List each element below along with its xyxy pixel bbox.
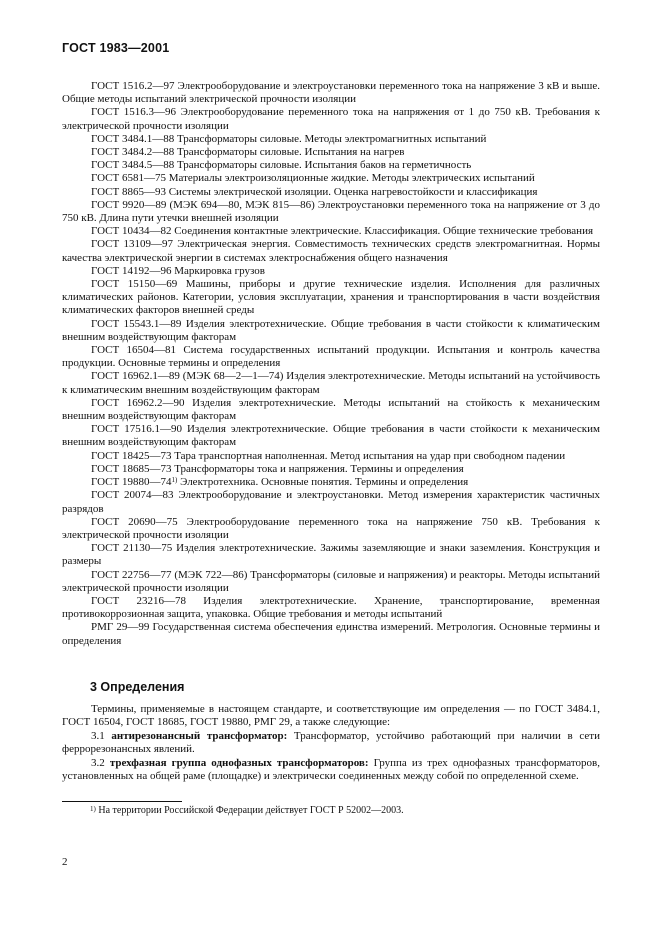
document-header: ГОСТ 1983—2001	[62, 41, 170, 55]
page-number: 2	[62, 856, 68, 868]
reference-code: ГОСТ 19880—74	[91, 476, 172, 489]
reference-item: ГОСТ 8865—93 Системы электрической изоляции. Оценка нагревостойкости и классификация	[91, 185, 538, 198]
reference-item: ГОСТ 16962.1—89 (МЭК 68—2—1—74) Изделия электротехнические. Методы испытаний на устойчивость к климатическим внешним воздействующим факторам	[62, 370, 600, 396]
definition-term: трехфазная группа однофазных трансформаторов:	[109, 756, 369, 769]
reference-item: ГОСТ 1516.3—96 Электрооборудование переменного тока на напряжения от 1 до 750 кВ. Требования к электрической прочности изоляции	[62, 106, 600, 132]
footnote	[90, 805, 404, 817]
reference-item-gost19880	[62, 476, 600, 489]
reference-item: ГОСТ 1516.2—97 Электрооборудование и электроустановки переменного тока на напряжение 3 кВ и выше. Общие методы испытаний электрической прочности изоляции	[62, 80, 600, 106]
definition-number: 3.1	[91, 729, 112, 742]
definitions-section	[62, 703, 600, 784]
reference-item: ГОСТ 3484.2—88 Трансформаторы силовые. Испытания на нагрев	[91, 146, 405, 159]
reference-item: ГОСТ 15543.1—89 Изделия электротехнические. Общие требования в части стойкости к климатическим внешним воздействующим факторам	[62, 317, 600, 343]
reference-item: ГОСТ 15150—69 Машины, приборы и другие технические изделия. Исполнения для различных климатических районов. Категории, условия эксплуатации, хранения и транспортирования в части воздействия климатических факторов внешней среды	[62, 278, 600, 317]
reference-item: ГОСТ 21130—75 Изделия электротехнические. Зажимы заземляющие и знаки заземления. Конструкция и размеры	[62, 542, 600, 568]
reference-item: РМГ 29—99 Государственная система обеспечения единства измерений. Метрология. Основные термины и определения	[62, 621, 600, 647]
normative-references	[62, 80, 600, 648]
reference-item: ГОСТ 13109—97 Электрическая энергия. Совместимость технических средств электромагнитная. Нормы качества электрической энергии в системах электроснабжения общего назначения	[62, 238, 600, 264]
reference-item: ГОСТ 6581—75 Материалы электроизоляционные жидкие. Методы электрических испытаний	[91, 172, 535, 185]
definition-term: антирезонансный трансформатор:	[111, 729, 288, 742]
definition-text: Группа из трех однофазных трансформаторов, установленных на общей раме (площадке) и электрически соединенных между собой по определенной схеме.	[62, 756, 600, 783]
reference-item: ГОСТ 23216—78 Изделия электротехнические. Хранение, транспортирование, временная противокоррозионная защита, упаковка. Общие требования и методы испытаний	[62, 594, 600, 621]
definition-text: Трансформатор, устойчиво работающий при наличии в сети феррорезонансных явлений.	[62, 729, 600, 756]
definitions-intro: Термины, применяемые в настоящем стандарте, и соответствующие им определения — по ГОСТ 3484.1, ГОСТ 16504, ГОСТ 18685, ГОСТ 19880, РМГ 29, а также следующие:	[62, 703, 600, 729]
reference-item: ГОСТ 10434—82 Соединения контактные электрические. Классификация. Общие технические требования	[91, 225, 594, 238]
reference-item: ГОСТ 17516.1—90 Изделия электротехнические. Общие требования в части стойкости к механическим внешним воздействующим факторам	[62, 423, 600, 449]
reference-item: ГОСТ 16962.2—90 Изделия электротехнические. Методы испытаний на стойкость к механическим внешним воздействующим факторам	[62, 396, 600, 423]
reference-item: ГОСТ 3484.5—88 Трансформаторы силовые. Испытания баков на герметичность	[91, 159, 472, 172]
footnote-divider	[62, 801, 182, 802]
footnote-marker: 1)	[171, 476, 178, 485]
reference-item: ГОСТ 9920—89 (МЭК 694—80, МЭК 815—86) Электроустановки переменного тока на напряжение от 3 до 750 кВ. Длина пути утечки внешней изоляции	[62, 198, 600, 225]
section-heading: 3 Определения	[90, 680, 185, 694]
reference-item: ГОСТ 20074—83 Электрооборудование и электроустановки. Метод измерения характеристик частичных разрядов	[62, 489, 600, 515]
reference-item: ГОСТ 20690—75 Электрооборудование переменного тока на напряжение 750 кВ. Требования к электрической прочности изоляции	[62, 515, 600, 541]
definition-number: 3.2	[91, 756, 110, 769]
reference-item: ГОСТ 22756—77 (МЭК 722—86) Трансформаторы (силовые и напряжения) и реакторы. Методы испытаний электрической прочности изоляции	[62, 568, 600, 594]
reference-item: ГОСТ 14192—96 Маркировка грузов	[91, 264, 265, 277]
definition-item	[62, 730, 600, 756]
reference-item: ГОСТ 16504—81 Система государственных испытаний продукции. Испытания и контроль качества продукции. Основные термины и определения	[62, 344, 600, 370]
footnote-text: На территории Российской Федерации действует ГОСТ Р 52002—2003.	[95, 805, 404, 816]
reference-item: ГОСТ 18685—73 Трансформаторы тока и напряжения. Термины и определения	[91, 462, 464, 475]
definition-item	[62, 757, 600, 783]
reference-text: Электротехника. Основные понятия. Термины и определения	[177, 476, 469, 489]
reference-item: ГОСТ 18425—73 Тара транспортная наполненная. Метод испытания на удар при свободном падении	[91, 449, 566, 462]
footnote-marker: 1)	[90, 805, 96, 813]
reference-item: ГОСТ 3484.1—88 Трансформаторы силовые. Методы электромагнитных испытаний	[91, 132, 487, 145]
